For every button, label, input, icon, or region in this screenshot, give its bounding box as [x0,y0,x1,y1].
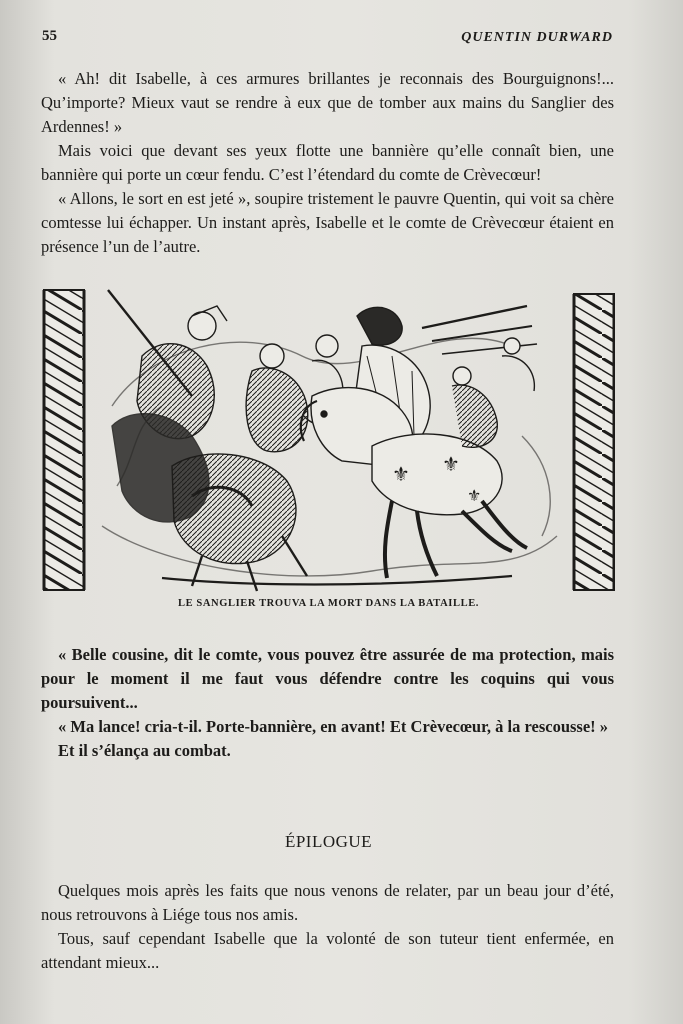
battle-engraving [42,286,615,594]
page-number: 55 [42,28,57,44]
text-block-bottom [41,879,614,975]
paragraph: Tous, sauf cependant Isabelle que la volonté de son tuteur tient enfermée, en attendant mieux... [41,929,614,972]
battle-scene [102,290,557,591]
paragraph: « Allons, le sort en est jeté », soupire tristement le pauvre Quentin, qui voit sa chère comtesse lui échapper. Un instant après, Isabelle et le comte de Crèvecœur étaient en présence l’un de l’autre. [41,189,614,256]
text-block-middle [41,643,614,763]
battle-illustration [42,286,615,594]
svg-text:⚜: ⚜ [442,452,460,476]
section-heading: ÉPILOGUE [284,832,373,851]
paragraph: « Belle cousine, dit le comte, vous pouvez être assurée de ma protection, mais pour le moment il me faut vous défendre contre les coquins qui vous poursuivent... [41,645,614,712]
paragraph: Mais voici que devant ses yeux flotte une bannière qu’elle connaît bien, une bannière qui porte un cœur fendu. C’est l’étendard du comte de Crèvecœur! [41,141,614,184]
svg-text:⚜: ⚜ [467,486,482,505]
paragraph: « Ma lance! cria-t-il. Porte-bannière, en avant! Et Crèvecœur, à la rescousse! » [58,717,609,736]
left-twisted-column [44,290,84,590]
paragraph: « Ah! dit Isabelle, à ces armures brillantes je reconnais des Bourguignons!... Qu’importe? Mieux vaut se rendre à eux que de tomber aux mains du Sanglier des Ardennes! » [41,69,614,136]
running-title: QUENTIN DURWARD [461,30,613,45]
illustration-caption: LE SANGLIER TROUVA LA MORT DANS LA BATAILLE. [177,598,480,609]
paragraph: Quelques mois après les faits que nous venons de relater, par un beau jour d’été, nous retrouvons à Liége tous nos amis. [41,881,614,924]
text-block-top [41,67,614,259]
svg-text:⚜: ⚜ [392,462,410,486]
paragraph: Et il s’élança au combat. [58,741,231,760]
page-header [42,28,613,52]
right-twisted-column [574,294,614,590]
